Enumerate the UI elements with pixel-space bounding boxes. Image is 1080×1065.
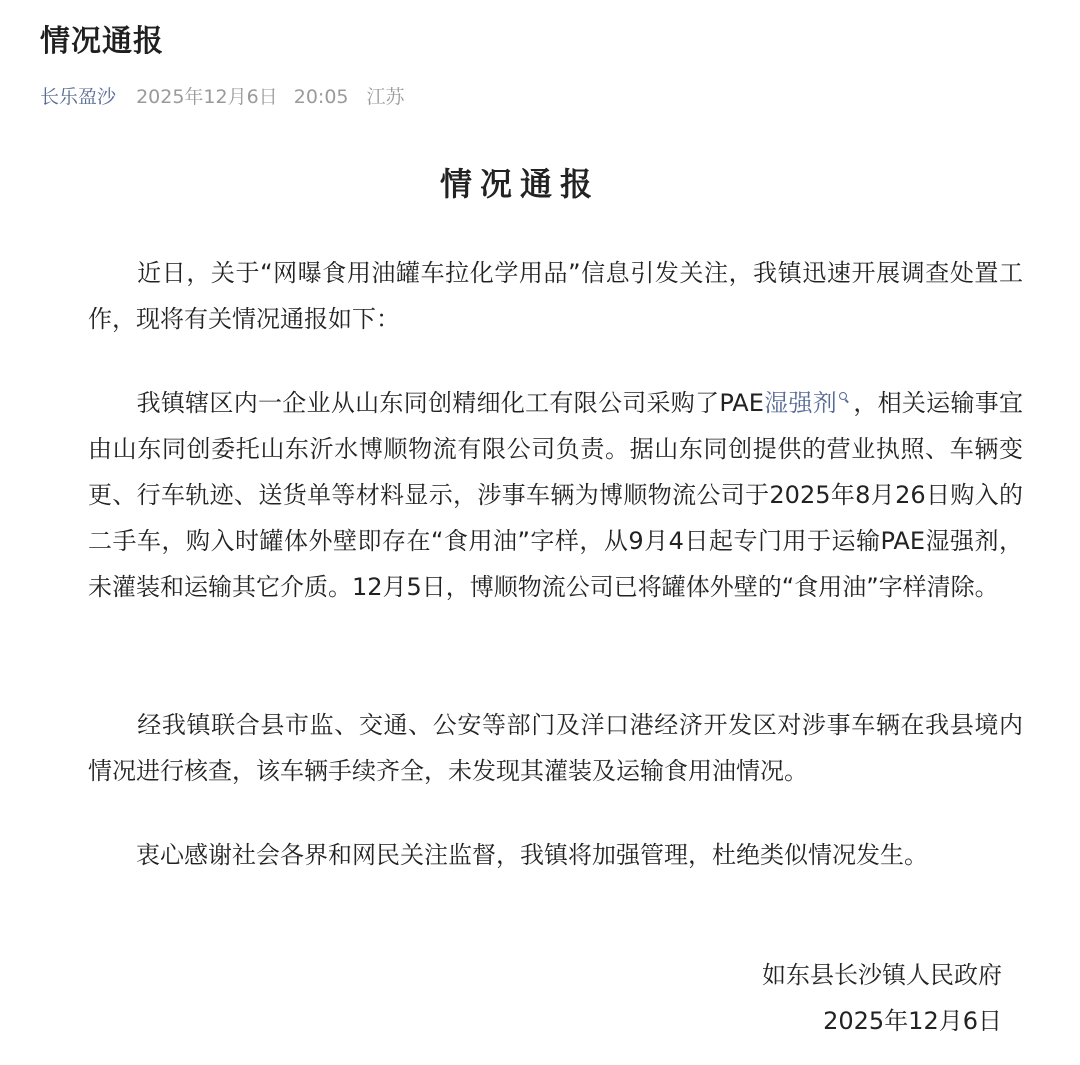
article-meta [40,82,405,112]
paragraph-intro [88,250,1023,342]
publish-location: 江苏 [366,86,405,108]
keyword-search-link[interactable] [764,389,853,417]
signature-org: 如东县长沙镇人民政府 [762,961,1002,989]
keyword-search-label: 湿强剂 [763,389,838,417]
article-title: 情况通报 [40,24,164,59]
paragraph-details-after: ，相关运输事宜由山东同创委托山东沂水博顺物流有限公司负责。据山东同创提供的营业执照、车辆变更、行车轨迹、送货单等材料显示，涉事车辆为博顺物流公司于2025年8月26日购入的二手车，购入时罐体外壁即存在“食用油”字样，从9月4日起专门用于运输PAE湿强剂，未灌装和运输其它介质。12月5日，博顺物流公司已将罐体外壁的“食用油”字样清除。 [88,389,1024,601]
paragraph-verification-text: 经我镇联合县市监、交通、公安等部门及洋口港经济开发区对涉事车辆在我县境内情况进行核查，该车辆手续齐全，未发现其灌装及运输食用油情况。 [88,711,1024,785]
search-icon [839,392,849,402]
publish-date: 2025年12月6日 [136,86,278,108]
paragraph-thanks [88,832,1023,878]
signature-date: 2025年12月6日 [823,1007,1002,1035]
account-name-link[interactable]: 长乐盈沙 [40,86,117,108]
paragraph-thanks-text: 衷心感谢社会各界和网民关注监督，我镇将加强管理，杜绝类似情况发生。 [136,841,928,869]
paragraph-details [88,380,1023,610]
paragraph-verification [88,702,1023,794]
paragraph-details-before: 我镇辖区内一企业从山东同创精细化工有限公司采购了PAE [136,389,764,417]
paragraph-intro-text: 近日，关于“网曝食用油罐车拉化学用品”信息引发关注，我镇迅速开展调查处置工作，现将有关情况通报如下： [88,259,1023,333]
notice-heading: 情况通报 [439,165,600,203]
signature-block [762,952,1002,1044]
publish-time: 20:05 [293,86,349,108]
